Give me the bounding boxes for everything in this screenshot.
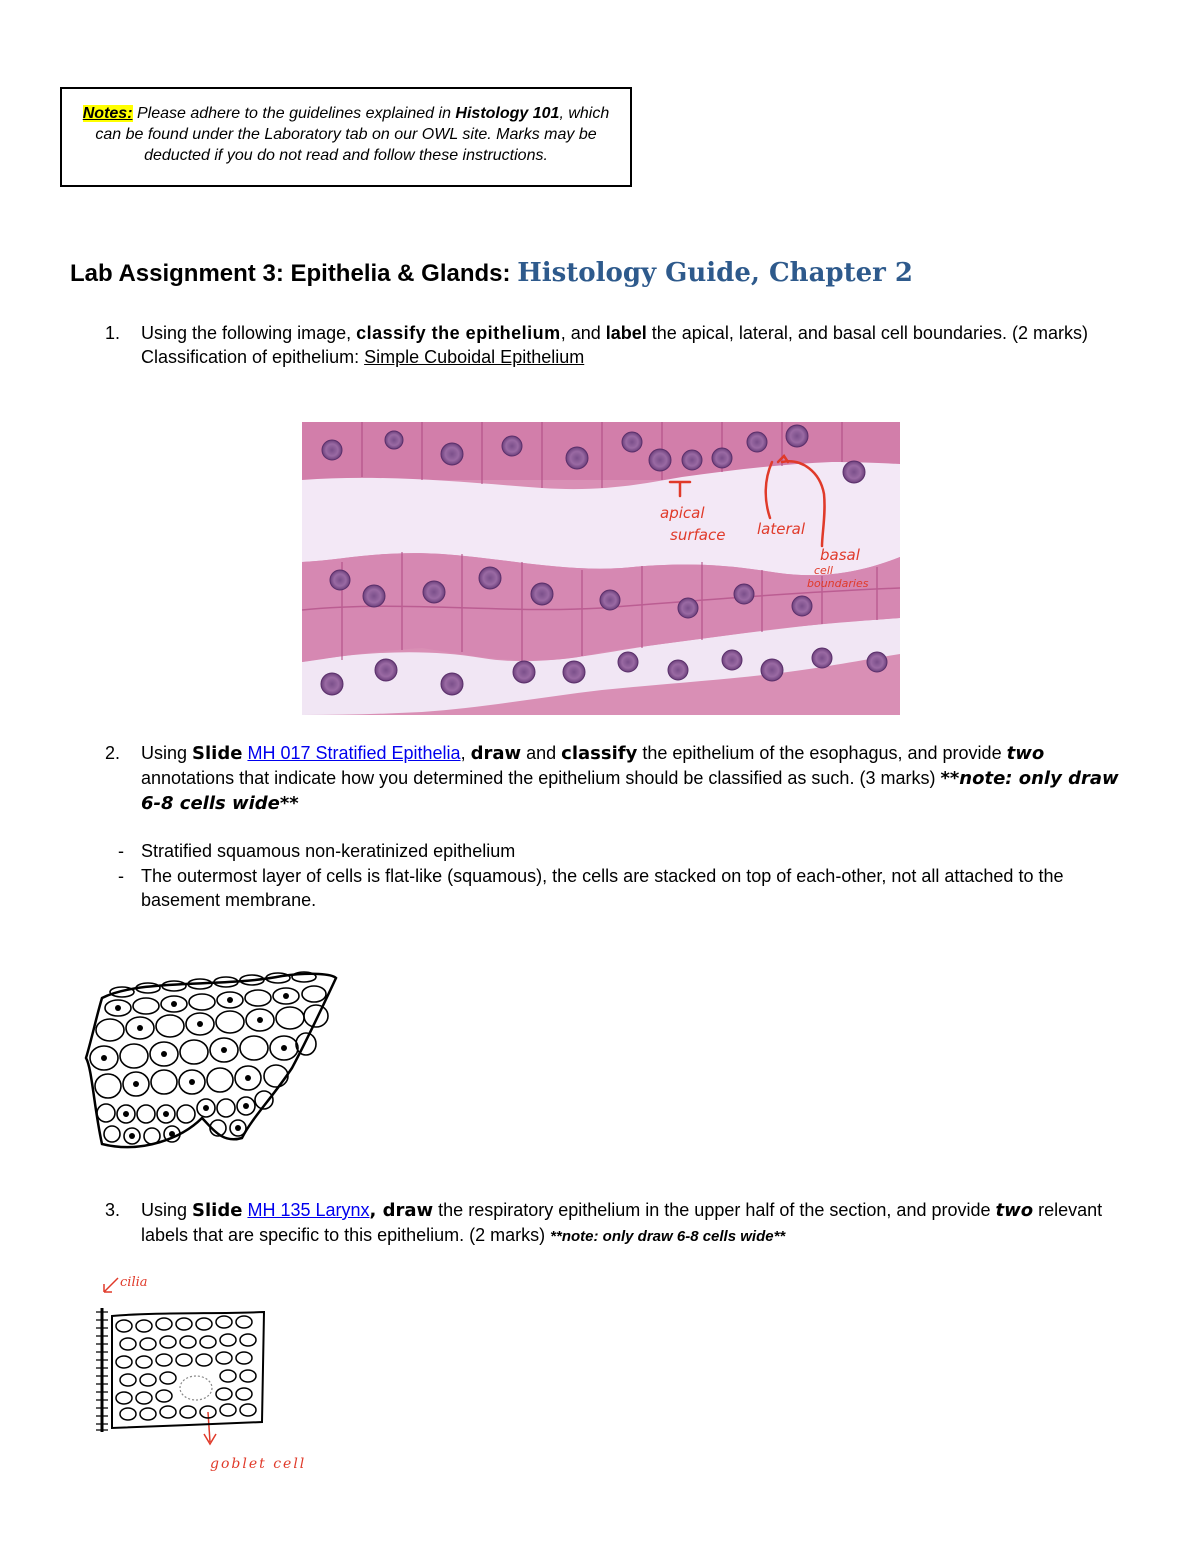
q2-bullet-1: Stratified squamous non-keratinized epithelium — [141, 841, 516, 861]
q2-note: **note: only draw 6-8 cells wide** — [141, 768, 1119, 814]
q3-b3: two — [995, 1200, 1034, 1221]
page-title — [70, 258, 913, 288]
q1-b1: classify the epithelium — [356, 323, 561, 343]
q3-t1: Using — [141, 1200, 193, 1220]
notes-box — [60, 87, 632, 187]
q1-number: 1. — [105, 323, 121, 343]
notes-text-b: , which can be found under the Laboratory tab on our OWL site. Marks may be deducted if you do not read and follow these instructions. — [95, 105, 610, 164]
label-cell: cell — [814, 564, 833, 577]
q3-note: **note: only draw 6-8 cells wide** — [550, 1228, 786, 1245]
q2-b3: classify — [561, 743, 638, 764]
q2-b2: draw — [470, 743, 522, 764]
q2-number: 2. — [105, 743, 121, 763]
stratified-squamous-sketch — [82, 968, 338, 1158]
notes-text-a: Please adhere to the guidelines explained in — [132, 105, 456, 122]
q2-text — [141, 741, 1131, 816]
q1-text — [141, 321, 1131, 369]
title-main: Lab Assignment 3: Epithelia & Glands: — [70, 260, 518, 287]
label-goblet-cell: goblet cell — [210, 1456, 307, 1472]
respiratory-epithelium-sketch — [88, 1272, 328, 1484]
q1-t2: , and — [560, 323, 606, 343]
q2-slide-link[interactable]: MH 017 Stratified Epithelia — [247, 743, 461, 763]
q2-t2: , — [460, 743, 471, 763]
epithelium-micrograph — [302, 422, 900, 715]
label-surface: surface — [670, 526, 726, 544]
q3-b2: , draw — [369, 1200, 434, 1221]
q1-classification-value: Simple Cuboidal Epithelium — [364, 347, 585, 367]
q2-b1: Slide — [192, 743, 243, 764]
label-cilia: cilia — [120, 1275, 148, 1290]
q1-t1: Using the following image, — [141, 323, 357, 343]
q2-t3: and — [521, 743, 562, 763]
label-boundaries: boundaries — [807, 577, 869, 590]
q2-t1: Using — [141, 743, 193, 763]
q3-text — [141, 1198, 1131, 1249]
label-lateral: lateral — [757, 520, 805, 538]
notes-text-bold: Histology 101 — [455, 105, 560, 122]
q2-t5: annotations that indicate how you determined the epithelium should be classified as such. (3 marks) — [141, 768, 941, 788]
q3-t2: the respiratory epithelium in the upper half of the section, and provide — [433, 1200, 996, 1220]
label-basal: basal — [820, 546, 860, 564]
q2-bullet-2: The outermost layer of cells is flat-like (squamous), the cells are stacked on top of each-other, not all attached to the basement membrane. — [141, 866, 1064, 910]
label-apical: apical — [660, 504, 705, 522]
q1-classification-label: Classification of epithelium: — [141, 347, 365, 367]
q3-number: 3. — [105, 1200, 121, 1220]
q1-t3: the apical, lateral, and basal cell boundaries. (2 marks) — [646, 323, 1088, 343]
q2-bullet-marker-1: - — [118, 841, 124, 861]
notes-label: Notes: — [82, 105, 133, 122]
q2-t4: the epithelium of the esophagus, and provide — [637, 743, 1007, 763]
q3-b1: Slide — [192, 1200, 243, 1221]
q3-slide-link[interactable]: MH 135 Larynx — [247, 1200, 370, 1220]
q1-b2: label — [605, 323, 647, 343]
q3-t3: relevant labels that are specific to this epithelium. (2 marks) — [141, 1200, 1103, 1245]
q2-b4: two — [1006, 743, 1045, 764]
q2-bullet-marker-2: - — [118, 866, 124, 886]
title-accent: Histology Guide, Chapter 2 — [517, 258, 914, 288]
